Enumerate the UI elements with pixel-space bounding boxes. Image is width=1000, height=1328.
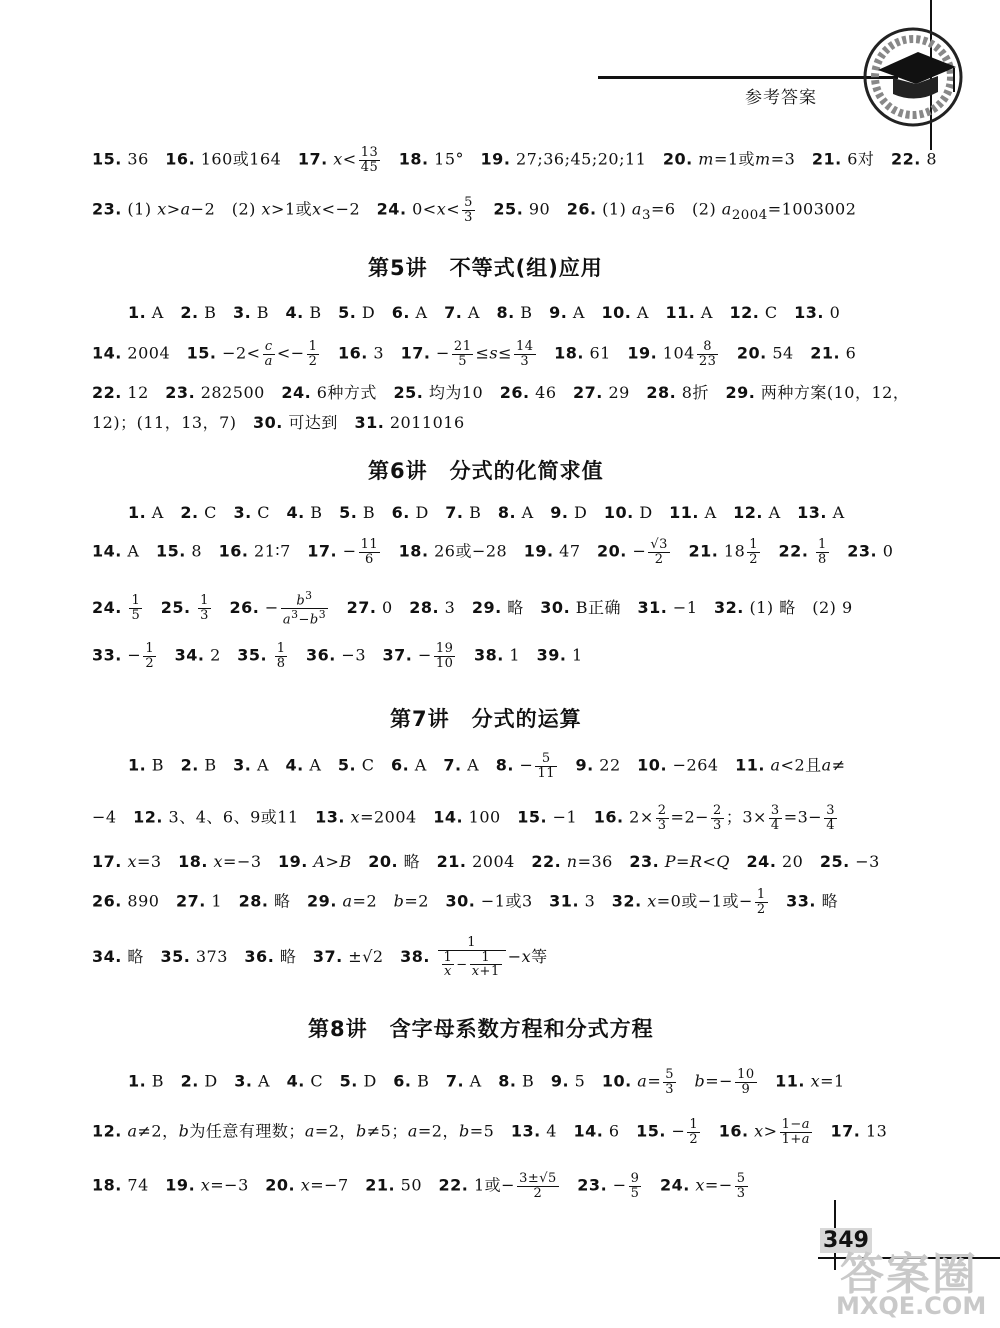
answer-line: 24. $\frac{1}{5}$ 25. $\frac{1}{3}$ 26. − $\frac{b^3}{a^3-b^3}$ 27. 0 28. 3 29. 略 30. B正确 31. −1 32. (1) 略 (2) 9 bbox=[92, 589, 853, 628]
answer-line: 17. x=3 18. x=−3 19. A>B 20. 略 21. 2004 22. n=36 23. P=R<Q 24. 20 25. −3 bbox=[92, 852, 880, 871]
answer-line: 1. A 2. B 3. B 4. B 5. D 6. A 7. A 8. B 9. A 10. A 11. A 12. C 13. 0 bbox=[128, 303, 841, 322]
answer-line: 14. A 15. 8 16. 21∶7 17. − $\frac{11}{6}$ 18. 26或−28 19. 47 20. − $\frac{√3}{2}$ 21. 18 $\frac{1}{2}$ 22. $\frac{1}{8}$ 23. 0 bbox=[92, 537, 894, 567]
answer-line: 15. 36 16. 160或164 17. x< $\frac{13}{45}$ 18. 15° 19. 27;36;45;20;11 20. m=1或m=3 21. 6对 22. 8 bbox=[92, 145, 938, 175]
answer-line: 1. B 2. D 3. A 4. C 5. D 6. B 7. A 8. B 9. 5 10. a= $\frac{5}{3}$ b=− $\frac{10}{9}$ 11. x=1 bbox=[128, 1067, 845, 1097]
section-title-6: 第6讲 分式的化简求值 bbox=[368, 459, 604, 483]
answer-line: 34. 略 35. 373 36. 略 37. ±√2 38. 1 $\frac{1}{x}$ − $\frac{1}{x+1}$ −x等 bbox=[92, 935, 548, 980]
answer-line: 23. (1) x>a−2 (2) x>1或x<−2 24. 0<x< $\frac{5}{3}$ 25. 90 26. (1) $a_3=6$ (2) $a_{2004}=1003002$ bbox=[92, 195, 857, 225]
watermark-logo: 答案圈 bbox=[840, 1249, 978, 1300]
watermark-url: MXQE.COM bbox=[836, 1292, 987, 1320]
section-title-7: 第7讲 分式的运算 bbox=[390, 707, 582, 731]
answer-line: 1. B 2. B 3. A 4. A 5. C 6. A 7. A 8. − $\frac{5}{11}$ 9. 22 10. −264 11. a<2且a≠ bbox=[128, 751, 846, 781]
answer-line: 18. 74 19. x=−3 20. x=−7 21. 50 22. 1或− $\frac{3\pm√5}{2}$ 23. − $\frac{9}{5}$ 24. x=− $\frac{5}{3}$ bbox=[92, 1171, 746, 1201]
answer-line: 14. 2004 15. −2< $\frac{c}{a}$ <− $\frac{1}{2}$ 16. 3 17. − $\frac{21}{5}$ ≤s≤ $\frac{14}{3}$ 18. 61 19. 104 $\frac{8}{23}$ 20. 54 21. 6 bbox=[92, 339, 857, 369]
answer-line: 1. A 2. C 3. C 4. B 5. B 6. D 7. B 8. A 9. D 10. D 11. A 12. A 13. A bbox=[128, 503, 845, 522]
section-title-8: 第8讲 含字母系数方程和分式方程 bbox=[308, 1017, 654, 1041]
answer-line: 26. 890 27. 1 28. 略 29. a=2 b=2 30. −1或3 31. 3 32. x=0或−1或− $\frac{1}{2}$ 33. 略 bbox=[92, 887, 839, 917]
answer-line: 33. − $\frac{1}{2}$ 34. 2 35. $\frac{1}{8}$ 36. −3 37. − $\frac{19}{10}$ 38. 1 39. 1 bbox=[92, 641, 583, 671]
answer-line: 22. 12 23. 282500 24. 6种方式 25. 均为10 26. 46 27. 29 28. 8折 29. 两种方案(10，12， bbox=[92, 383, 910, 402]
header-title: 参考答案 bbox=[745, 88, 817, 108]
page-number: 349 bbox=[820, 1228, 872, 1253]
answer-line: 12)；(11，13，7) 30. 可达到 31. 2011016 bbox=[92, 413, 465, 432]
header-rule bbox=[598, 76, 898, 79]
section-title-5: 第5讲 不等式(组)应用 bbox=[368, 256, 603, 280]
answer-line: −4 12. 3、4、6、9或11 13. x=2004 14. 100 15. −1 16. 2× $\frac{2}{3}$ =2− $\frac{2}{3}$ ；3× $\frac{3}{4}$ =3− $\frac{3}{4}$ bbox=[92, 803, 835, 833]
answer-line: 12. a≠2，b为任意有理数；a=2，b≠5；a=2，b=5 13. 4 14. 6 15. − $\frac{1}{2}$ 16. x> $\frac{1-a}{1+a}$ 17. 13 bbox=[92, 1117, 888, 1147]
graduation-cap-logo-icon bbox=[858, 22, 968, 132]
